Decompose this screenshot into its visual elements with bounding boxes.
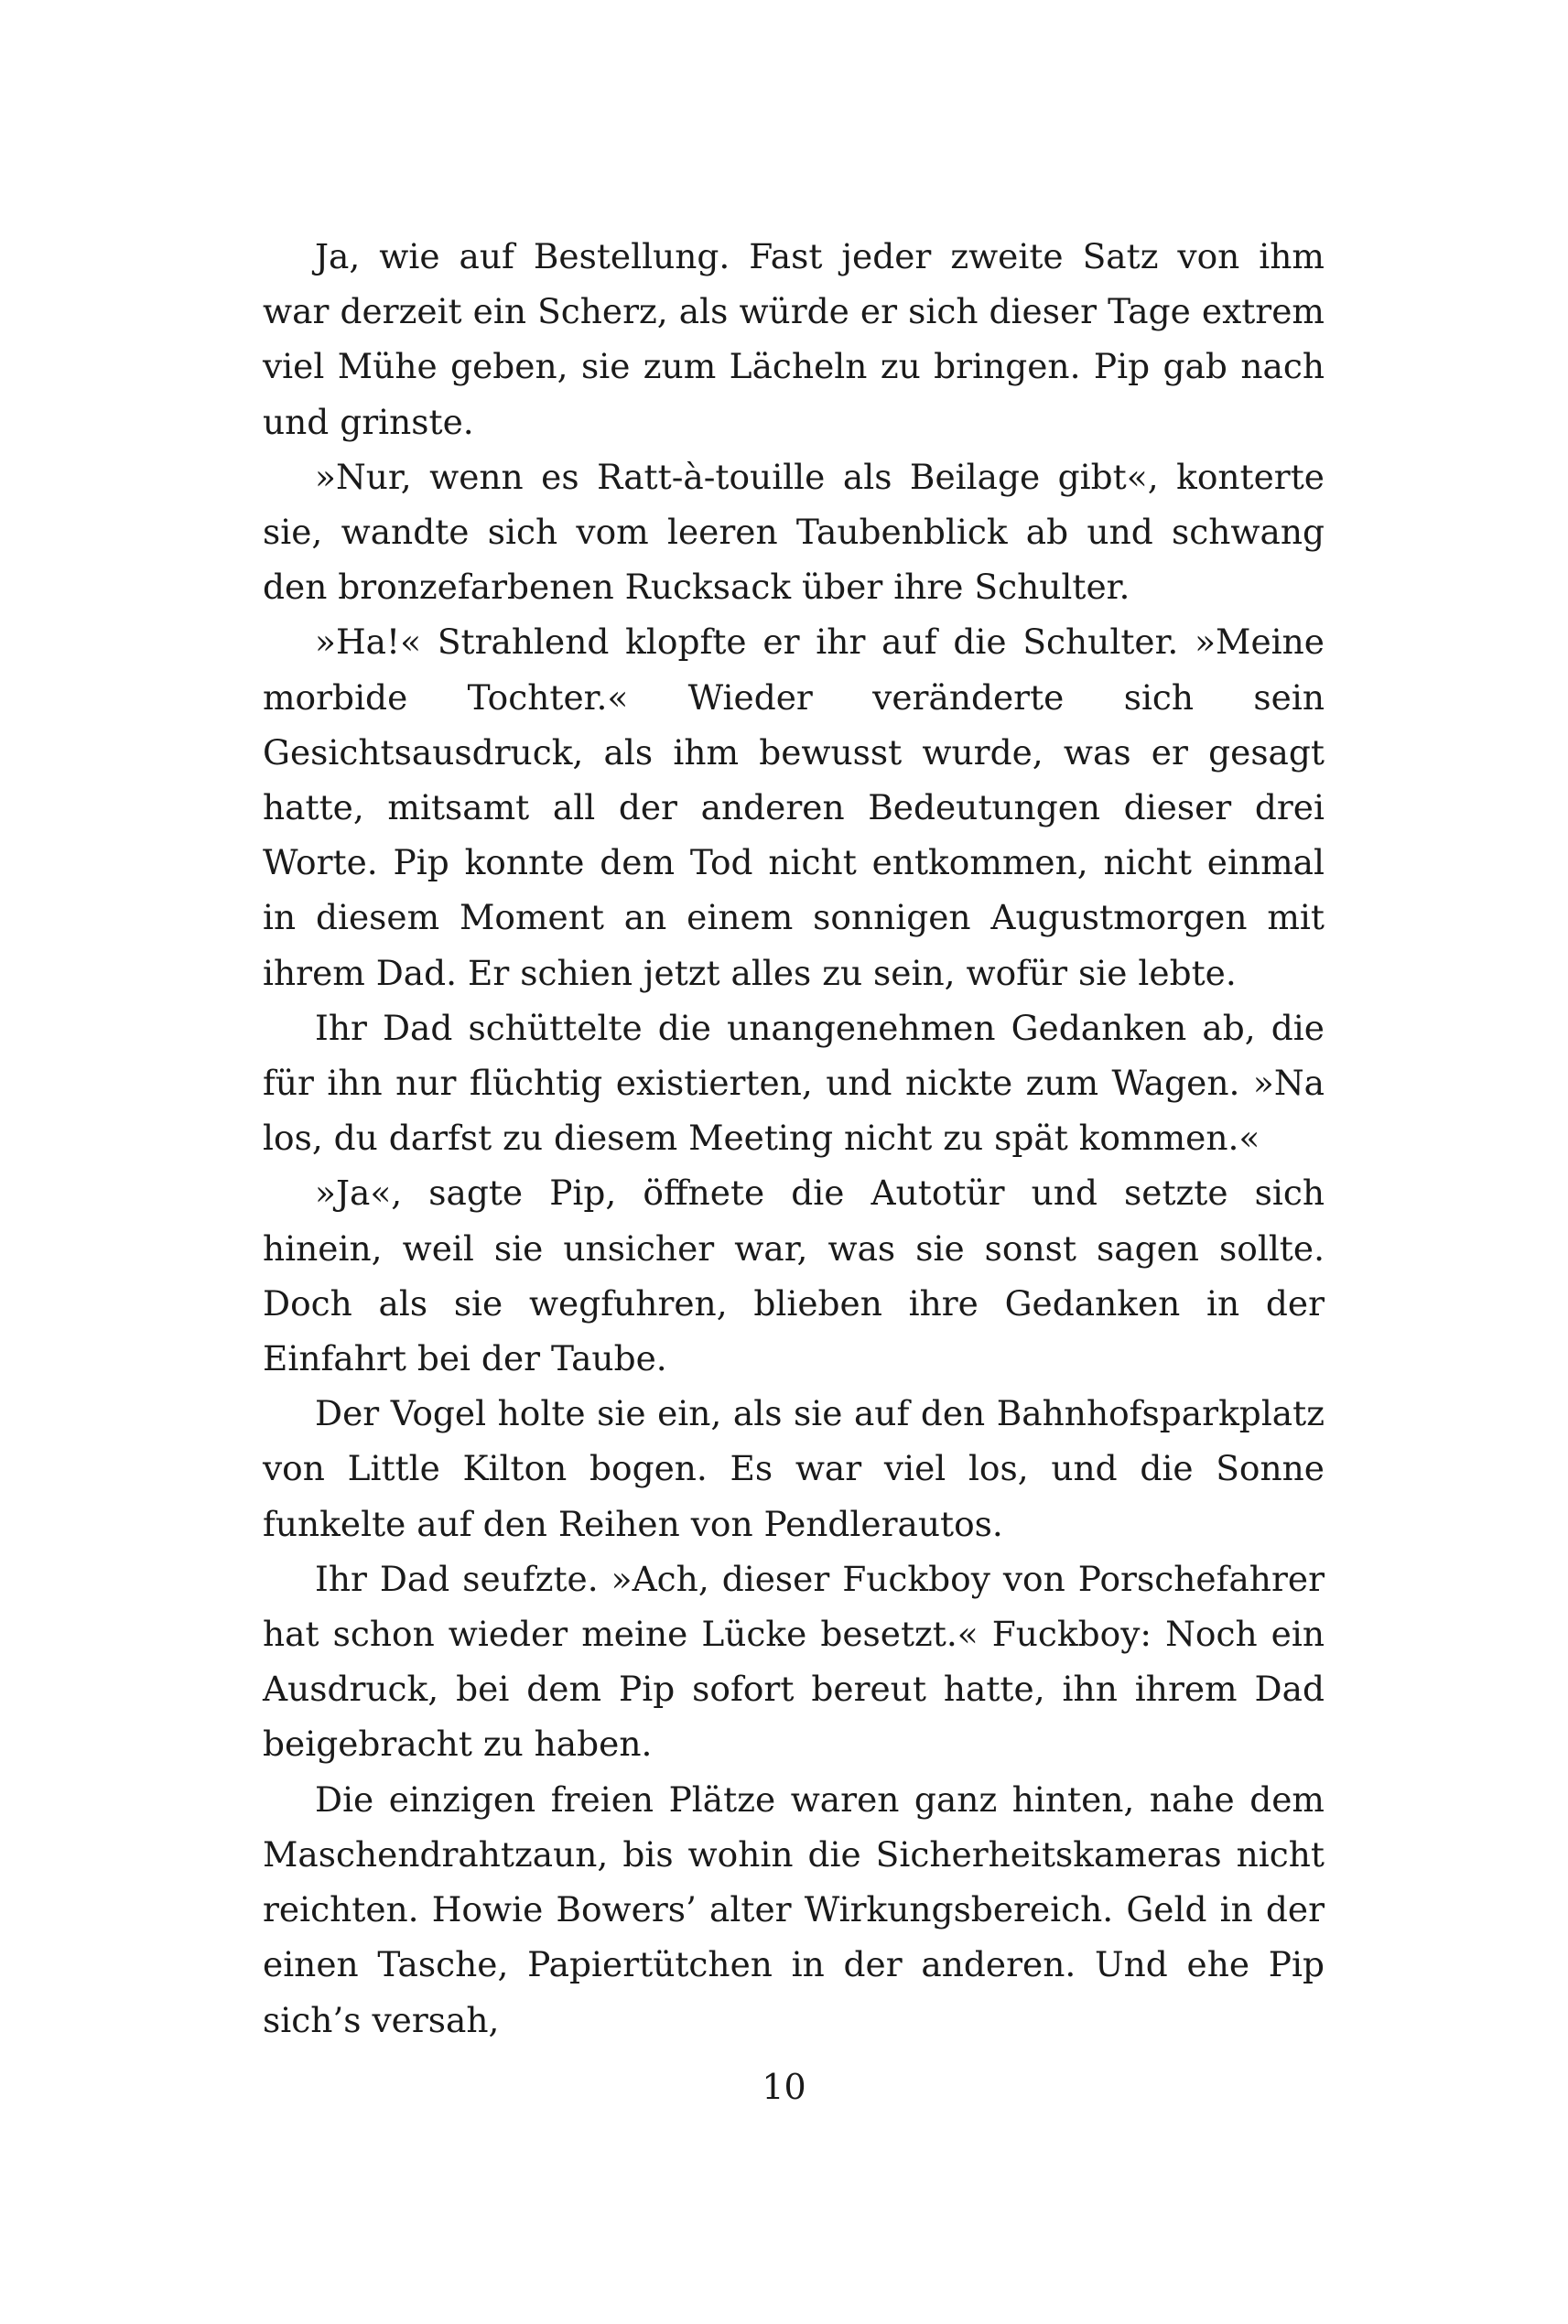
paragraph: »Ja«, sagte Pip, öffnete die Autotür und setzte sich hinein, weil sie unsicher war, was sie sonst sagen sollte. Doch als sie wegfuhren, blieben ihre Gedanken in der Einfahrt bei der Taube. [263, 1173, 1325, 1379]
page-number: 10 [762, 2067, 806, 2107]
paragraph: Ihr Dad schüttelte die unangenehmen Gedanken ab, die für ihn nur flüchtig existierten, und nickte zum Wagen. »Na los, du darfst zu diesem Meeting nicht zu spät kommen.« [263, 1007, 1325, 1159]
paragraph: Ja, wie auf Bestellung. Fast jeder zweite Satz von ihm war derzeit ein Scherz, als würde er sich dieser Tage extrem viel Mühe geben, sie zum Lächeln zu bringen. Pip gab nach und grinste. [263, 236, 1325, 442]
paragraph: Ihr Dad seufzte. »Ach, dieser Fuckboy von Porschefahrer hat schon wieder meine Lücke besetzt.« Fuckboy: Noch ein Ausdruck, bei dem Pip sofort bereut hatte, ihn ihrem Dad beigebracht zu haben. [263, 1558, 1325, 1765]
body-text [263, 229, 1325, 2048]
paragraph: »Ha!« Strahlend klopfte er ihr auf die Schulter. »Meine morbide Tochter.« Wieder veränderte sich sein Gesichtsausdruck, als ihm bewusst wurde, was er gesagt hatte, mitsamt all der anderen Bedeutungen dieser drei Worte. Pip konnte dem Tod nicht entkommen, nicht einmal in diesem Moment an einem sonnigen Augustmorgen mit ihrem Dad. Er schien jetzt alles zu sein, wofür sie lebte. [263, 622, 1325, 993]
paragraph: Die einzigen freien Plätze waren ganz hinten, nahe dem Maschendrahtzaun, bis wohin die Sicherheitskameras nicht reichten. Howie Bowers’ alter Wirkungsbereich. Geld in der einen Tasche, Papiertütchen in der anderen. Und ehe Pip sich’s versah, [263, 1778, 1325, 2040]
paragraph: »Nur, wenn es Ratt-à-touille als Beilage gibt«, konterte sie, wandte sich vom leeren Taubenblick ab und schwang den bronzefarbenen Rucksack über ihre Schulter. [263, 456, 1325, 608]
paragraph: Der Vogel holte sie ein, als sie auf den Bahnhofsparkplatz von Little Kilton bogen. Es war viel los, und die Sonne funkelte auf den Reihen von Pendlerautos. [263, 1393, 1325, 1544]
